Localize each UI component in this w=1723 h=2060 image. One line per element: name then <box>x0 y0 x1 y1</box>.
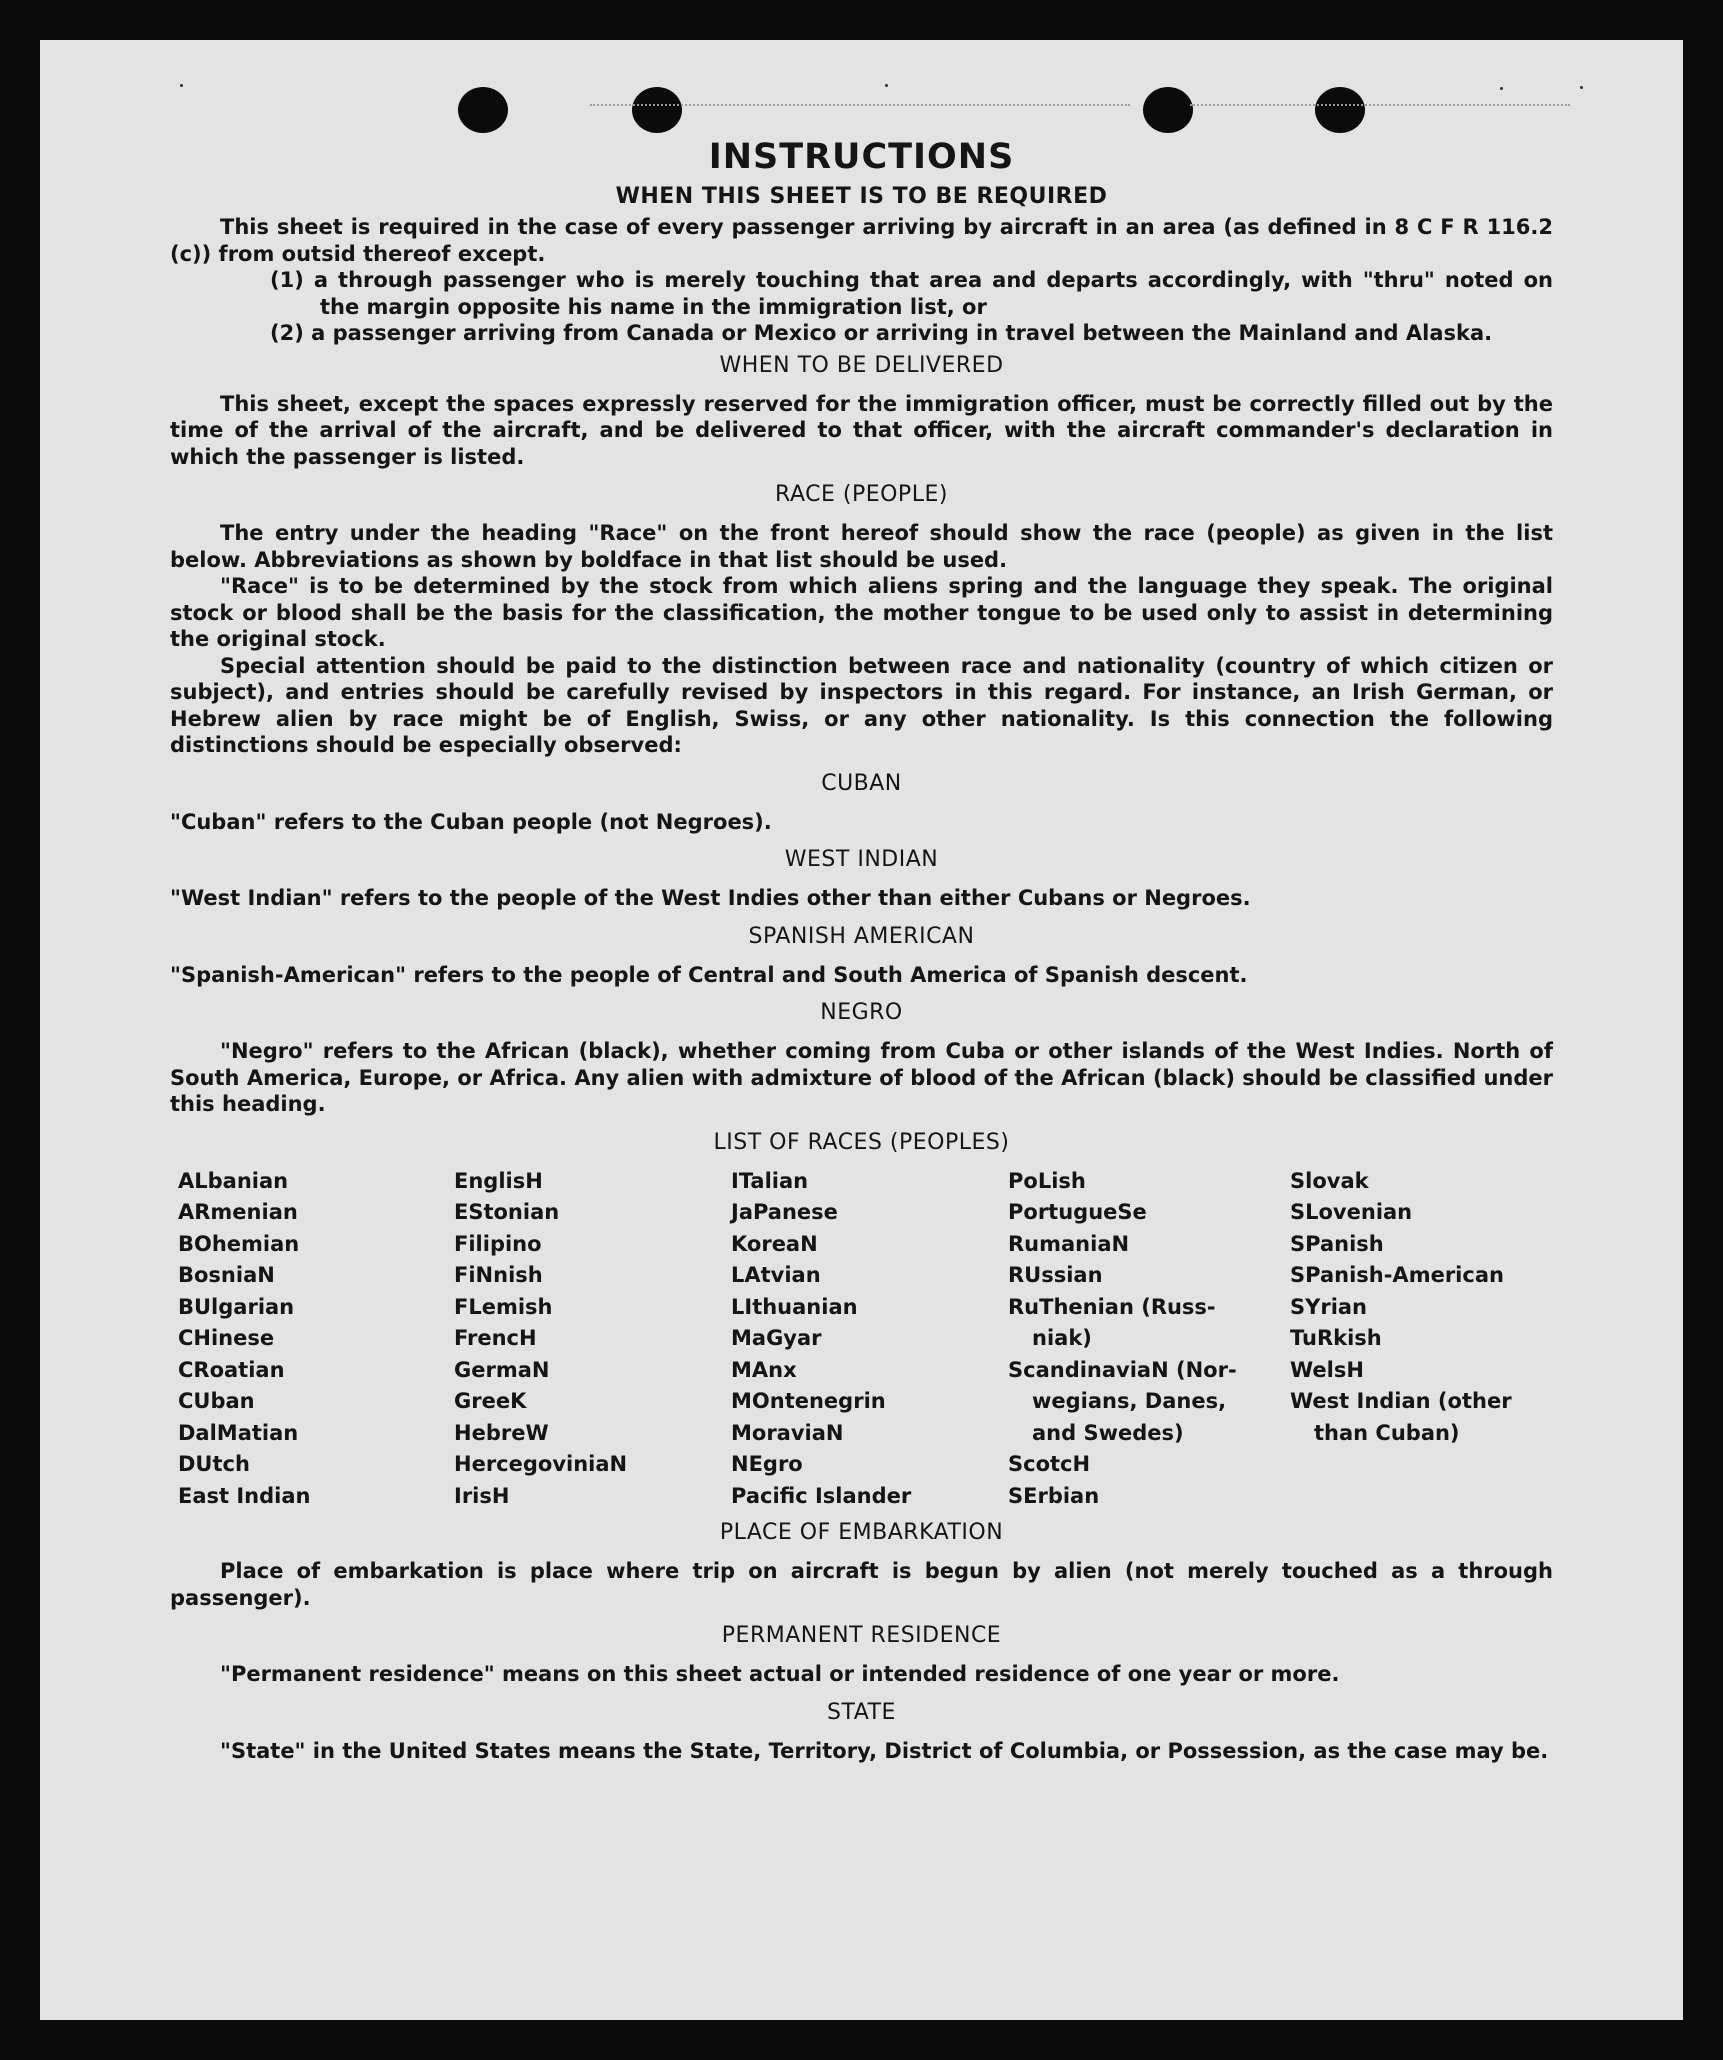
race-item: HebreW <box>454 1420 549 1445</box>
race-item: BOhemian <box>178 1231 300 1256</box>
heading-delivered: WHEN TO BE DELIVERED <box>719 352 1004 378</box>
race-item: LAtvian <box>731 1263 821 1287</box>
heading-race: RACE (PEOPLE) <box>775 482 948 507</box>
punch-hole <box>1315 87 1365 133</box>
race-item: SPanish <box>1290 1231 1384 1256</box>
race-item: MaGyar <box>731 1326 822 1350</box>
race-column-5 <box>1290 1166 1550 1513</box>
race-item: FLemish <box>454 1294 553 1319</box>
race-item-continued: niak) <box>1032 1326 1092 1350</box>
heading-embarkation: PLACE OF EMBARKATION <box>719 1520 1004 1545</box>
speck <box>1500 87 1503 90</box>
race-item: GermaN <box>454 1357 550 1382</box>
race-item: PortugueSe <box>1008 1200 1147 1224</box>
race-item: FiNnish <box>454 1263 543 1287</box>
residence-text: "Permanent residence" means on this sheet actual or intended residence of one year or more. <box>220 1662 1340 1686</box>
spanish-american-text: "Spanish-American" refers to the people of Central and South America of Spanish descent. <box>170 962 1248 987</box>
race-column-4 <box>1008 1166 1290 1513</box>
state-text: "State" in the United States means the State, Territory, District of Columbia, or Possession, as the case may be. <box>220 1738 1549 1763</box>
race-item: ALbanian <box>178 1168 289 1193</box>
race-item: GreeK <box>454 1389 527 1413</box>
exception-list <box>170 267 1553 347</box>
race-item: KoreaN <box>731 1231 818 1256</box>
race-item: BosniaN <box>178 1263 275 1287</box>
negro-text: "Negro" refers to the African (black), whether coming from Cuba or other islands of the West Indies. North of South America, Europe, or Africa. Any alien with admixture of blood of the African (black) should be classified under this heading. <box>170 1039 1553 1116</box>
race-item: ITalian <box>731 1168 809 1193</box>
faint-rule <box>590 104 1130 106</box>
heading-state: STATE <box>827 1699 896 1725</box>
punch-hole <box>458 87 508 133</box>
delivered-text: This sheet, except the spaces expressly reserved for the immigration officer, must be correctly filled out by the time of the arrival of the aircraft, and be delivered to that officer, with the aircraft commander's declaration in which the passenger is listed. <box>170 391 1553 469</box>
race-item: EStonian <box>454 1200 560 1224</box>
race-item: CRoatian <box>178 1357 285 1382</box>
race-item: DUtch <box>178 1452 250 1476</box>
race-item: MAnx <box>731 1357 797 1382</box>
race-paragraph-2: "Race" is to be determined by the stock from which aliens spring and the language they speak. The original stock or blood shall be the basis for the classification, the mother tongue to be used only to assist in determining the original stock. <box>170 574 1553 651</box>
race-item: CHinese <box>178 1326 275 1350</box>
heading-required: WHEN THIS SHEET IS TO BE REQUIRED <box>615 184 1108 209</box>
speck <box>885 84 888 87</box>
page-title: INSTRUCTIONS <box>708 137 1015 177</box>
west-indian-text: "West Indian" refers to the people of the West Indies other than either Cubans or Negroes. <box>170 886 1251 910</box>
punch-hole <box>632 87 682 133</box>
race-item: HercegoviniaN <box>454 1452 628 1476</box>
punch-hole <box>1143 87 1193 133</box>
race-item: LIthuanian <box>731 1294 858 1319</box>
cuban-text: "Cuban" refers to the Cuban people (not Negroes). <box>170 809 772 834</box>
race-item: West Indian (other <box>1290 1389 1512 1413</box>
race-item-continued: and Swedes) <box>1032 1420 1184 1445</box>
race-item: Slovak <box>1290 1168 1369 1193</box>
race-item: RumaniaN <box>1008 1231 1130 1256</box>
heading-residence: PERMANENT RESIDENCE <box>721 1623 1002 1648</box>
race-item: ScandinaviaN (Nor- <box>1008 1357 1237 1382</box>
race-item: PoLish <box>1008 1168 1086 1193</box>
race-paragraph-1: The entry under the heading "Race" on the front hereof should show the race (people) as given in the list below. Abbreviations as shown by boldface in that list should be used. <box>170 521 1553 572</box>
race-item: FrencH <box>454 1326 537 1350</box>
race-item: DalMatian <box>178 1420 299 1445</box>
race-item: NEgro <box>731 1452 803 1476</box>
speck <box>180 84 183 87</box>
heading-negro: NEGRO <box>820 1000 903 1025</box>
race-column-2 <box>454 1166 731 1513</box>
embarkation-text: Place of embarkation is place where trip on aircraft is begun by alien (not merely touched as a through passenger). <box>170 1559 1553 1610</box>
race-item: MoraviaN <box>731 1420 844 1445</box>
race-item-continued: than Cuban) <box>1314 1420 1460 1445</box>
exception-item-1: (1) a through passenger who is merely touching that area and departs accordingly, with "thru" noted on the margin opposite his name in the immigration list, or <box>270 268 1553 319</box>
race-item-continued: wegians, Danes, <box>1032 1389 1227 1413</box>
race-paragraph-3: Special attention should be paid to the distinction between race and nationality (country of which citizen or subject), and entries should be carefully revised by inspectors in this regard. For instance, an Irish German, or Hebrew alien by race might be of English, Swiss, or any other nationality. Is this connection the following distinctions should be especially observed: <box>170 653 1553 757</box>
race-item: ARmenian <box>178 1200 298 1224</box>
speck <box>1580 86 1583 89</box>
race-item: RUssian <box>1008 1263 1103 1287</box>
race-item: JaPanese <box>731 1200 838 1224</box>
race-item: Filipino <box>454 1231 542 1256</box>
race-item: Pacific Islander <box>731 1483 912 1508</box>
race-item: BUlgarian <box>178 1294 295 1319</box>
heading-west-indian: WEST INDIAN <box>784 847 939 872</box>
race-item: TuRkish <box>1290 1326 1382 1350</box>
race-item: IrisH <box>454 1483 510 1508</box>
heading-race-list: LIST OF RACES (PEOPLES) <box>713 1129 1010 1155</box>
race-item: WelsH <box>1290 1357 1364 1382</box>
required-intro: This sheet is required in the case of every passenger arriving by aircraft in an area (as defined in 8 C F R 116.2 (c)) from outsid thereof except. <box>170 215 1553 266</box>
exception-item-2: (2) a passenger arriving from Canada or Mexico or arriving in travel between the Mainland and Alaska. <box>270 321 1493 345</box>
race-item: ScotcH <box>1008 1452 1091 1476</box>
faint-rule <box>1190 104 1570 106</box>
race-item: RuThenian (Russ- <box>1008 1294 1216 1319</box>
race-item: EnglisH <box>454 1168 543 1193</box>
race-list <box>178 1166 1553 1513</box>
race-item: SLovenian <box>1290 1200 1413 1224</box>
heading-cuban: CUBAN <box>821 770 902 796</box>
race-column-3 <box>731 1166 1008 1513</box>
document-sheet <box>40 40 1683 2020</box>
race-item: SYrian <box>1290 1294 1368 1319</box>
race-column-1 <box>178 1166 454 1513</box>
race-item: MOntenegrin <box>731 1389 886 1413</box>
race-item: East Indian <box>178 1483 311 1508</box>
heading-spanish-american: SPANISH AMERICAN <box>748 923 975 949</box>
race-item: SErbian <box>1008 1483 1100 1508</box>
race-item: SPanish-American <box>1290 1263 1504 1287</box>
race-item: CUban <box>178 1389 255 1413</box>
instructions-content <box>170 134 1553 1764</box>
